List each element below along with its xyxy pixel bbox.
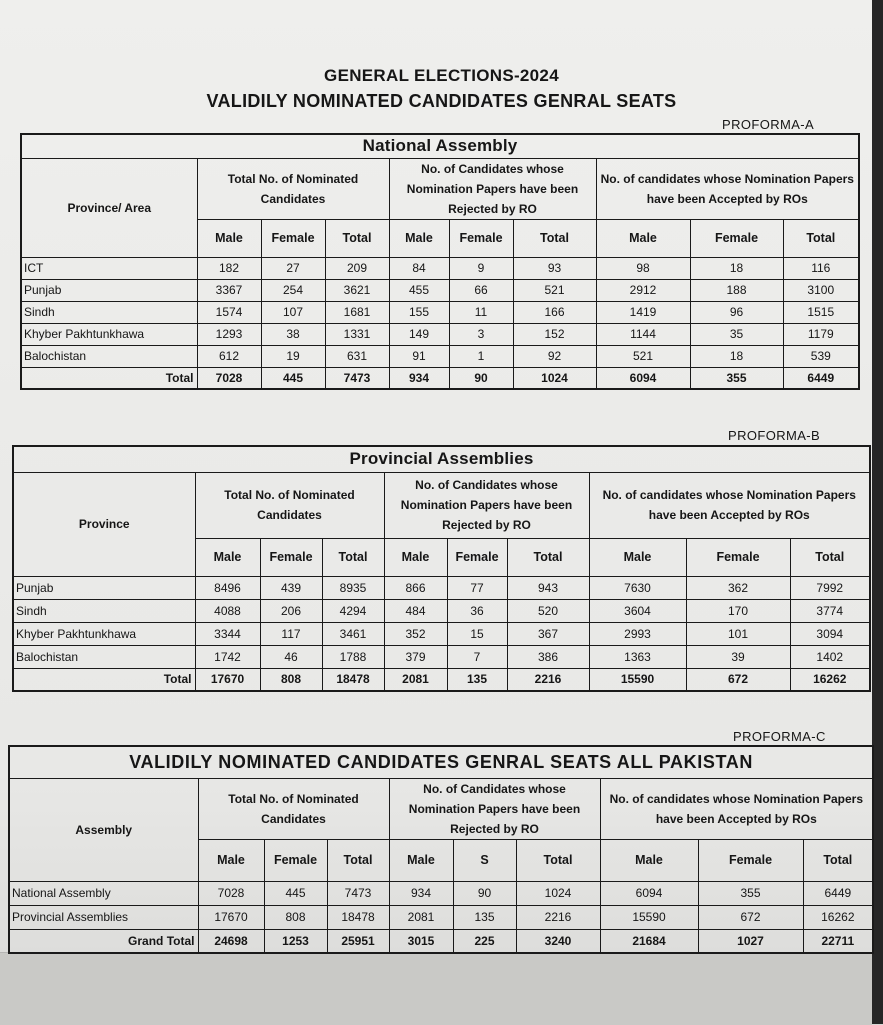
section-title: National Assembly <box>21 134 859 158</box>
table-row <box>21 279 859 301</box>
value-cell: 362 <box>686 576 790 599</box>
value-cell: 2912 <box>596 279 690 301</box>
subheader-cell: Female <box>264 839 327 881</box>
value-cell: 6094 <box>600 881 698 905</box>
row-name: ICT <box>21 257 197 279</box>
total-row <box>13 668 870 691</box>
row-name: Provincial Assemblies <box>9 905 198 929</box>
value-cell: 18478 <box>322 668 384 691</box>
value-cell: 3344 <box>195 622 260 645</box>
section-title: Provincial Assemblies <box>13 446 870 472</box>
value-cell: 7 <box>447 645 507 668</box>
row-name: Punjab <box>21 279 197 301</box>
value-cell: 39 <box>686 645 790 668</box>
group-header-rejected: No. of Candidates whose Nomination Papers have been Rejected by RO <box>384 472 589 538</box>
table-row <box>13 599 870 622</box>
value-cell: 188 <box>690 279 783 301</box>
value-cell: 3621 <box>325 279 389 301</box>
value-cell: 3 <box>449 323 513 345</box>
subheader-cell: Female <box>447 538 507 576</box>
value-cell: 4294 <box>322 599 384 622</box>
subheader-cell: Male <box>384 538 447 576</box>
subheader-cell: Total <box>507 538 589 576</box>
value-cell: 521 <box>513 279 596 301</box>
value-cell: 9 <box>449 257 513 279</box>
value-cell: 934 <box>389 367 449 389</box>
row-name: Punjab <box>13 576 195 599</box>
subheader-cell: Male <box>389 219 449 257</box>
value-cell: 206 <box>260 599 322 622</box>
proforma-b-label: PROFORMA-B <box>728 428 821 443</box>
value-cell: 38 <box>261 323 325 345</box>
value-cell: 943 <box>507 576 589 599</box>
table-row <box>21 257 859 279</box>
value-cell: 7473 <box>325 367 389 389</box>
value-cell: 24698 <box>198 929 264 953</box>
value-cell: 808 <box>260 668 322 691</box>
value-cell: 6449 <box>803 881 873 905</box>
group-header-nominated: Total No. of Nominated Candidates <box>198 778 389 839</box>
value-cell: 7992 <box>790 576 870 599</box>
value-cell: 18478 <box>327 905 389 929</box>
value-cell: 101 <box>686 622 790 645</box>
value-cell: 16262 <box>803 905 873 929</box>
value-cell: 672 <box>686 668 790 691</box>
value-cell: 3461 <box>322 622 384 645</box>
table-row <box>9 881 873 905</box>
row-header: Province <box>13 472 195 576</box>
group-header-nominated: Total No. of Nominated Candidates <box>195 472 384 538</box>
table-row <box>21 301 859 323</box>
proforma-c-label: PROFORMA-C <box>733 729 826 744</box>
value-cell: 439 <box>260 576 322 599</box>
value-cell: 19 <box>261 345 325 367</box>
value-cell: 46 <box>260 645 322 668</box>
value-cell: 3367 <box>197 279 261 301</box>
subheader-cell: Female <box>449 219 513 257</box>
value-cell: 1402 <box>790 645 870 668</box>
all-pakistan-table <box>8 745 874 954</box>
row-name: Sindh <box>13 599 195 622</box>
subheader-cell: Male <box>197 219 261 257</box>
subheader-cell: Female <box>261 219 325 257</box>
value-cell: 21684 <box>600 929 698 953</box>
value-cell: 367 <box>507 622 589 645</box>
value-cell: 539 <box>783 345 859 367</box>
value-cell: 3015 <box>389 929 453 953</box>
value-cell: 1293 <box>197 323 261 345</box>
total-label: Total <box>21 367 197 389</box>
value-cell: 90 <box>449 367 513 389</box>
value-cell: 355 <box>698 881 803 905</box>
value-cell: 445 <box>264 881 327 905</box>
value-cell: 17670 <box>198 905 264 929</box>
value-cell: 225 <box>453 929 516 953</box>
row-name: Balochistan <box>21 345 197 367</box>
value-cell: 135 <box>447 668 507 691</box>
value-cell: 135 <box>453 905 516 929</box>
value-cell: 2081 <box>384 668 447 691</box>
page-bottom-margin <box>0 952 872 1025</box>
table-row <box>13 576 870 599</box>
value-cell: 4088 <box>195 599 260 622</box>
subheader-cell: Total <box>327 839 389 881</box>
value-cell: 2993 <box>589 622 686 645</box>
subheader-cell: Total <box>322 538 384 576</box>
subheader-cell: Male <box>195 538 260 576</box>
value-cell: 166 <box>513 301 596 323</box>
national-assembly-table <box>20 133 860 390</box>
value-cell: 96 <box>690 301 783 323</box>
table-row <box>9 905 873 929</box>
value-cell: 1 <box>449 345 513 367</box>
value-cell: 2216 <box>516 905 600 929</box>
value-cell: 18 <box>690 257 783 279</box>
subheader-cell: Male <box>198 839 264 881</box>
value-cell: 7630 <box>589 576 686 599</box>
value-cell: 8935 <box>322 576 384 599</box>
value-cell: 7028 <box>198 881 264 905</box>
value-cell: 116 <box>783 257 859 279</box>
value-cell: 672 <box>698 905 803 929</box>
value-cell: 182 <box>197 257 261 279</box>
value-cell: 1419 <box>596 301 690 323</box>
value-cell: 92 <box>513 345 596 367</box>
value-cell: 2216 <box>507 668 589 691</box>
subheader-cell: Female <box>260 538 322 576</box>
table-row <box>21 323 859 345</box>
value-cell: 866 <box>384 576 447 599</box>
value-cell: 15590 <box>589 668 686 691</box>
value-cell: 27 <box>261 257 325 279</box>
row-name: National Assembly <box>9 881 198 905</box>
value-cell: 2081 <box>389 905 453 929</box>
subheader-cell: Male <box>596 219 690 257</box>
value-cell: 149 <box>389 323 449 345</box>
value-cell: 3100 <box>783 279 859 301</box>
value-cell: 254 <box>261 279 325 301</box>
document-title: GENERAL ELECTIONS-2024 <box>324 66 559 85</box>
total-label: Grand Total <box>9 929 198 953</box>
value-cell: 8496 <box>195 576 260 599</box>
value-cell: 484 <box>384 599 447 622</box>
value-cell: 455 <box>389 279 449 301</box>
subheader-cell: Total <box>803 839 873 881</box>
table-row <box>13 622 870 645</box>
value-cell: 90 <box>453 881 516 905</box>
value-cell: 1253 <box>264 929 327 953</box>
value-cell: 1515 <box>783 301 859 323</box>
value-cell: 631 <box>325 345 389 367</box>
value-cell: 7473 <box>327 881 389 905</box>
table-row <box>13 645 870 668</box>
value-cell: 107 <box>261 301 325 323</box>
value-cell: 386 <box>507 645 589 668</box>
value-cell: 1681 <box>325 301 389 323</box>
value-cell: 1788 <box>322 645 384 668</box>
group-header-nominated: Total No. of Nominated Candidates <box>197 158 389 219</box>
value-cell: 11 <box>449 301 513 323</box>
value-cell: 152 <box>513 323 596 345</box>
value-cell: 808 <box>264 905 327 929</box>
value-cell: 16262 <box>790 668 870 691</box>
value-cell: 25951 <box>327 929 389 953</box>
subheader-cell: Female <box>698 839 803 881</box>
value-cell: 1024 <box>513 367 596 389</box>
section-title: VALIDILY NOMINATED CANDIDATES GENRAL SEATS ALL PAKISTAN <box>9 746 873 778</box>
value-cell: 93 <box>513 257 596 279</box>
table-row <box>21 345 859 367</box>
subheader-cell: Male <box>589 538 686 576</box>
document-subtitle: VALIDILY NOMINATED CANDIDATES GENRAL SEATS <box>206 91 677 111</box>
value-cell: 1363 <box>589 645 686 668</box>
value-cell: 15 <box>447 622 507 645</box>
value-cell: 22711 <box>803 929 873 953</box>
value-cell: 66 <box>449 279 513 301</box>
subheader-cell: Female <box>690 219 783 257</box>
proforma-a-label: PROFORMA-A <box>722 117 815 132</box>
provincial-assemblies-table <box>12 445 871 692</box>
group-header-accepted: No. of candidates whose Nomination Papers have been Accepted by ROs <box>596 158 859 219</box>
value-cell: 117 <box>260 622 322 645</box>
value-cell: 77 <box>447 576 507 599</box>
value-cell: 1024 <box>516 881 600 905</box>
value-cell: 17670 <box>195 668 260 691</box>
value-cell: 355 <box>690 367 783 389</box>
value-cell: 170 <box>686 599 790 622</box>
value-cell: 15590 <box>600 905 698 929</box>
total-label: Total <box>13 668 195 691</box>
value-cell: 1179 <box>783 323 859 345</box>
row-name: Khyber Pakhtunkhawa <box>21 323 197 345</box>
value-cell: 91 <box>389 345 449 367</box>
row-name: Sindh <box>21 301 197 323</box>
row-name: Balochistan <box>13 645 195 668</box>
value-cell: 209 <box>325 257 389 279</box>
subheader-cell: Male <box>600 839 698 881</box>
subheader-cell: Total <box>516 839 600 881</box>
value-cell: 445 <box>261 367 325 389</box>
value-cell: 6094 <box>596 367 690 389</box>
group-header-accepted: No. of candidates whose Nomination Papers have been Accepted by ROs <box>589 472 870 538</box>
subheader-cell: Female <box>686 538 790 576</box>
group-header-accepted: No. of candidates whose Nomination Papers have been Accepted by ROs <box>600 778 873 839</box>
group-header-rejected: No. of Candidates whose Nomination Papers have been Rejected by RO <box>389 158 596 219</box>
value-cell: 36 <box>447 599 507 622</box>
value-cell: 84 <box>389 257 449 279</box>
value-cell: 520 <box>507 599 589 622</box>
value-cell: 1144 <box>596 323 690 345</box>
value-cell: 934 <box>389 881 453 905</box>
value-cell: 98 <box>596 257 690 279</box>
row-header: Assembly <box>9 778 198 881</box>
row-name: Khyber Pakhtunkhawa <box>13 622 195 645</box>
subheader-cell: Total <box>325 219 389 257</box>
value-cell: 1027 <box>698 929 803 953</box>
subheader-cell: S <box>453 839 516 881</box>
value-cell: 3240 <box>516 929 600 953</box>
total-row <box>21 367 859 389</box>
total-row <box>9 929 873 953</box>
value-cell: 612 <box>197 345 261 367</box>
subheader-cell: Total <box>783 219 859 257</box>
subheader-cell: Male <box>389 839 453 881</box>
value-cell: 3774 <box>790 599 870 622</box>
value-cell: 35 <box>690 323 783 345</box>
row-header: Province/ Area <box>21 158 197 257</box>
value-cell: 3094 <box>790 622 870 645</box>
value-cell: 18 <box>690 345 783 367</box>
value-cell: 7028 <box>197 367 261 389</box>
value-cell: 155 <box>389 301 449 323</box>
subheader-cell: Total <box>513 219 596 257</box>
value-cell: 1574 <box>197 301 261 323</box>
value-cell: 3604 <box>589 599 686 622</box>
group-header-rejected: No. of Candidates whose Nomination Papers have been Rejected by RO <box>389 778 600 839</box>
value-cell: 6449 <box>783 367 859 389</box>
value-cell: 1331 <box>325 323 389 345</box>
subheader-cell: Total <box>790 538 870 576</box>
value-cell: 352 <box>384 622 447 645</box>
value-cell: 379 <box>384 645 447 668</box>
value-cell: 521 <box>596 345 690 367</box>
value-cell: 1742 <box>195 645 260 668</box>
